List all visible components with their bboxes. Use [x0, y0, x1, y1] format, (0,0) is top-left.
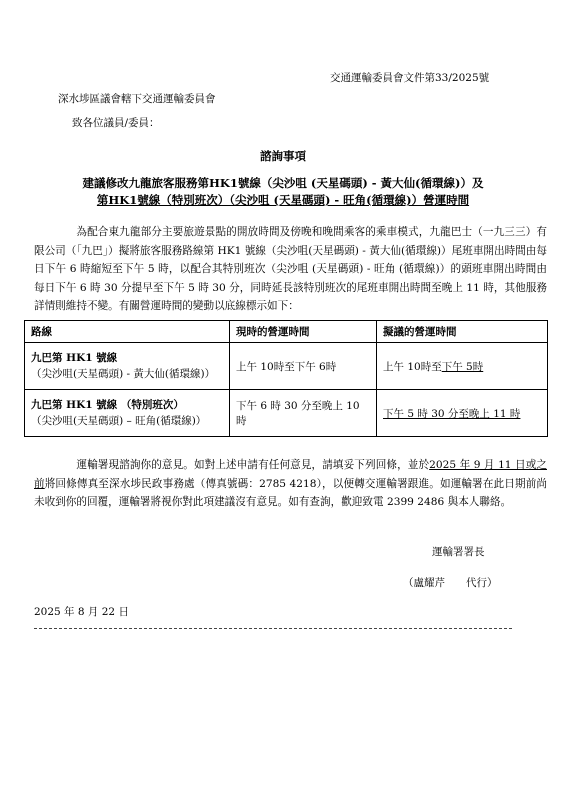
proposed-changed-part: 下午 5時 [441, 360, 484, 373]
subject-line-1: 建議修改九龍旅客服務第HK1號線（尖沙咀 (天星碼頭) - 黃大仙(循環線)）及 [82, 176, 484, 190]
route-name: 九巴第 HK1 號線 [31, 352, 118, 364]
reply-deadline: 2025 年 9 月 11 日或之前 [34, 459, 547, 490]
table-row [25, 343, 548, 390]
document-reference: 交通運輸委員會文件第33/2025號 [330, 72, 490, 84]
subject-line-2 [0, 192, 566, 208]
table-header-row [25, 321, 548, 343]
proposed-unchanged-part: 上午 10時至 [383, 360, 442, 373]
salutation: 致各位議員/委員： [72, 117, 160, 129]
proposed-hours-cell [377, 390, 548, 437]
intro-paragraph: 為配合東九龍部分主要旅遊景點的開放時間及傍晚和晚間乘客的乘車模式，九龍巴士（一九三三）有限公司（「九巴」）擬將旅客服務路線第 HK1 號線（尖沙咀(天星碼頭) - 黃大仙(循環線)）尾班車開出時間由每日下午 6 時縮短至下午 5 時，以配合其特別班次（尖沙咀 (天星碼頭) - 旺角 (循環線)）的頭班車開出時間由每日下午 6 時 30 分提早至下午 5 時 30 分，同時延長該特別班次的尾班車開出時間至晚上 11 時，其他服務詳情則維持不變。有關營運時間的變動以底線標示如下： [34, 226, 547, 312]
header-current-hours: 現時的營運時間 [230, 321, 377, 343]
signatory-title: 運輸署署長 [432, 546, 485, 558]
current-hours-cell: 下午 6 時 30 分至晚上 10 時 [230, 390, 377, 437]
document-date: 2025 年 8 月 22 日 [34, 606, 129, 618]
consultation-paragraph [34, 456, 547, 512]
consultation-text-2: 將回條傳真至深水埗民政事務處（傳真號碼：2785 4218），以便轉交運輸署跟進。如運輸署在此日期前尚未收到你的回覆，運輸署將視你對此項建議沒有意見。如有查詢，歡迎致電 2399 2486 與本人聯絡。 [34, 477, 548, 508]
committee-name: 深水埗區議會轄下交通運輸委員會 [58, 93, 216, 105]
route-cell [25, 390, 230, 437]
subject-line-2-text: 第HK1號線（特別班次）（尖沙咀 (天星碼頭) - 旺角(循環線)）營運時間 [96, 193, 470, 207]
header-route: 路線 [25, 321, 230, 343]
tear-off-divider [34, 628, 512, 629]
route-cell [25, 343, 230, 390]
proposed-hours-cell [377, 343, 548, 390]
current-hours-cell: 上午 10時至下午 6時 [230, 343, 377, 390]
proposed-changed-part: 下午 5 時 30 分至晚上 11 時 [383, 407, 521, 420]
consultation-heading: 諮詢事項 [260, 149, 306, 163]
signatory-name: （盧耀芹 代行） [403, 577, 498, 589]
consultation-text-1: 運輸署現諮詢你的意見。如對上述申請有任何意見，請填妥下列回條，並於 [76, 459, 430, 471]
table-row [25, 390, 548, 437]
route-description: （尖沙咀(天星碼頭) - 黃大仙(循環線)） [31, 368, 216, 380]
header-proposed-hours: 擬議的營運時間 [377, 321, 548, 343]
route-name: 九巴第 HK1 號線 （特別班次） [31, 399, 184, 411]
service-hours-table [24, 320, 548, 437]
route-description: （尖沙咀(天星碼頭) – 旺角(循環線)） [31, 415, 207, 427]
